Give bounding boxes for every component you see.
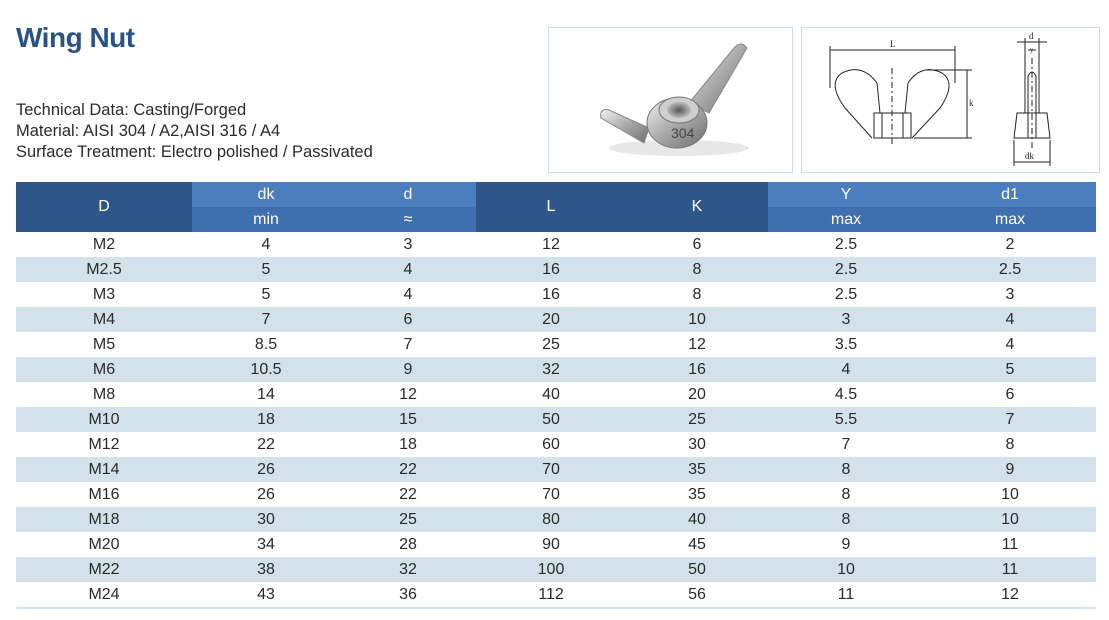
spec-surface-treatment: Surface Treatment: Electro polished / Passivated [16,143,373,161]
col-sub-d: ≈ [340,207,476,232]
dimensions-table [16,182,1096,609]
cell-d1: 2 [1005,235,1015,253]
cell-dk: 38 [192,557,340,582]
cell-K: 35 [626,457,768,482]
cell-d: 12 [399,385,417,403]
cell-d1: 12 [924,582,1096,608]
cell-L: 25 [542,335,560,353]
table-row [16,407,1096,432]
cell-K: 40 [626,507,768,532]
svg-text:k: k [969,98,974,108]
table-row [16,532,1096,557]
cell-Y: 8 [768,457,924,482]
cell-dk: 34 [257,535,275,553]
cell-dk: 26 [257,485,275,503]
cell-d: 7 [403,335,413,353]
table-body [16,232,1096,608]
cell-d1: 3 [1005,285,1015,303]
cell-Y: 2.5 [768,257,924,282]
cell-D: M12 [88,435,120,453]
cell-D: M6 [16,357,192,382]
cell-L: 80 [476,507,626,532]
cell-L: 40 [542,385,560,403]
cell-d: 36 [340,582,476,608]
cell-d1: 6 [1005,385,1015,403]
cell-L: 12 [542,235,560,253]
cell-Y: 9 [841,535,851,553]
cell-Y: 2.5 [834,235,858,253]
cell-dk: 22 [257,435,275,453]
cell-K: 8 [692,285,702,303]
table-row [16,582,1096,608]
cell-K: 8 [626,257,768,282]
cell-D: M22 [16,557,192,582]
cell-Y: 3 [768,307,924,332]
table-row [16,282,1096,307]
cell-D: M5 [92,335,116,353]
table-row [16,257,1096,282]
cell-d: 22 [340,457,476,482]
cell-d: 9 [340,357,476,382]
cell-d1: 2.5 [924,257,1096,282]
svg-text:304: 304 [671,125,695,141]
table-row [16,382,1096,407]
cell-D: M10 [16,407,192,432]
cell-K: 30 [688,435,706,453]
cell-dk: 5 [192,257,340,282]
col-header-L: L [476,182,626,232]
cell-dk: 5 [261,285,271,303]
table-row [16,482,1096,507]
cell-L: 70 [542,485,560,503]
cell-D: M24 [16,582,192,608]
cell-d: 22 [399,485,417,503]
table-row [16,457,1096,482]
cell-K: 25 [626,407,768,432]
col-header-d1: d1 [924,182,1096,207]
cell-Y: 4.5 [834,385,858,403]
cell-d1: 10 [1001,485,1019,503]
cell-D: M18 [16,507,192,532]
col-sub-d1: max [924,207,1096,232]
cell-L: 112 [476,582,626,608]
cell-d1: 5 [924,357,1096,382]
spec-list [16,100,373,163]
cell-Y: 8 [768,507,924,532]
table-row [16,332,1096,357]
cell-Y: 4 [768,357,924,382]
cell-d1: 7 [924,407,1096,432]
cell-dk: 30 [192,507,340,532]
wing-nut-photo-icon [549,28,792,172]
cell-Y: 11 [768,582,924,608]
cell-d1: 8 [1005,435,1015,453]
cell-d: 32 [340,557,476,582]
cell-K: 16 [626,357,768,382]
cell-K: 12 [688,335,706,353]
cell-D: M2.5 [16,257,192,282]
cell-dk: 4 [261,235,271,253]
wing-nut-drawing-icon [802,28,1099,172]
table-row [16,307,1096,332]
cell-dk: 7 [192,307,340,332]
cell-L: 16 [542,285,560,303]
table-row [16,357,1096,382]
col-header-dk: dk [192,182,340,207]
cell-d1: 4 [1005,335,1015,353]
cell-D: M2 [92,235,116,253]
cell-K: 35 [688,485,706,503]
svg-text:dk: dk [1025,151,1034,161]
cell-D: M20 [88,535,120,553]
cell-dk: 14 [257,385,275,403]
spec-technical-data: Technical Data: Casting/Forged [16,101,247,119]
cell-D: M4 [16,307,192,332]
col-header-K: K [626,182,768,232]
cell-L: 100 [476,557,626,582]
cell-D: M14 [16,457,192,482]
svg-text:y: y [1030,46,1034,54]
table-row [16,432,1096,457]
page-title: Wing Nut [16,22,135,53]
col-header-D: D [16,182,192,232]
cell-d1: 10 [924,507,1096,532]
cell-Y: 2.5 [834,285,858,303]
cell-d: 4 [403,285,413,303]
svg-text:d: d [1029,31,1034,41]
cell-D: M8 [92,385,116,403]
header-row [16,182,1096,207]
cell-D: M3 [92,285,116,303]
cell-Y: 10 [768,557,924,582]
table-row [16,557,1096,582]
cell-dk: 43 [192,582,340,608]
cell-d: 6 [340,307,476,332]
cell-d: 25 [340,507,476,532]
cell-L: 32 [476,357,626,382]
cell-Y: 8 [841,485,851,503]
cell-d1: 11 [1001,535,1019,553]
cell-dk: 18 [192,407,340,432]
product-photo [548,27,793,173]
spec-material: Material: AISI 304 / A2,AISI 316 / A4 [16,122,281,140]
cell-L: 50 [476,407,626,432]
col-sub-dk: min [192,207,340,232]
cell-d: 4 [340,257,476,282]
cell-L: 70 [476,457,626,482]
cell-Y: 7 [841,435,851,453]
col-sub-Y: max [768,207,924,232]
cell-d1: 11 [924,557,1096,582]
cell-K: 10 [626,307,768,332]
cell-d1: 9 [924,457,1096,482]
cell-K: 56 [626,582,768,608]
col-header-Y: Y [768,182,924,207]
cell-d: 18 [399,435,417,453]
cell-dk: 26 [192,457,340,482]
cell-Y: 3.5 [834,335,858,353]
cell-K: 45 [688,535,706,553]
cell-K: 6 [692,235,702,253]
cell-d1: 4 [924,307,1096,332]
table-row [16,507,1096,532]
cell-L: 60 [542,435,560,453]
cell-dk: 10.5 [192,357,340,382]
technical-drawing [801,27,1100,173]
cell-L: 20 [476,307,626,332]
cell-d: 3 [403,235,413,253]
cell-dk: 8.5 [254,335,278,353]
cell-Y: 5.5 [768,407,924,432]
col-header-d: d [340,182,476,207]
cell-K: 20 [688,385,706,403]
cell-L: 90 [542,535,560,553]
cell-L: 16 [476,257,626,282]
cell-K: 50 [626,557,768,582]
cell-d: 15 [340,407,476,432]
table-row [16,232,1096,257]
cell-d: 28 [399,535,417,553]
cell-D: M16 [88,485,120,503]
svg-text:L: L [890,39,896,49]
